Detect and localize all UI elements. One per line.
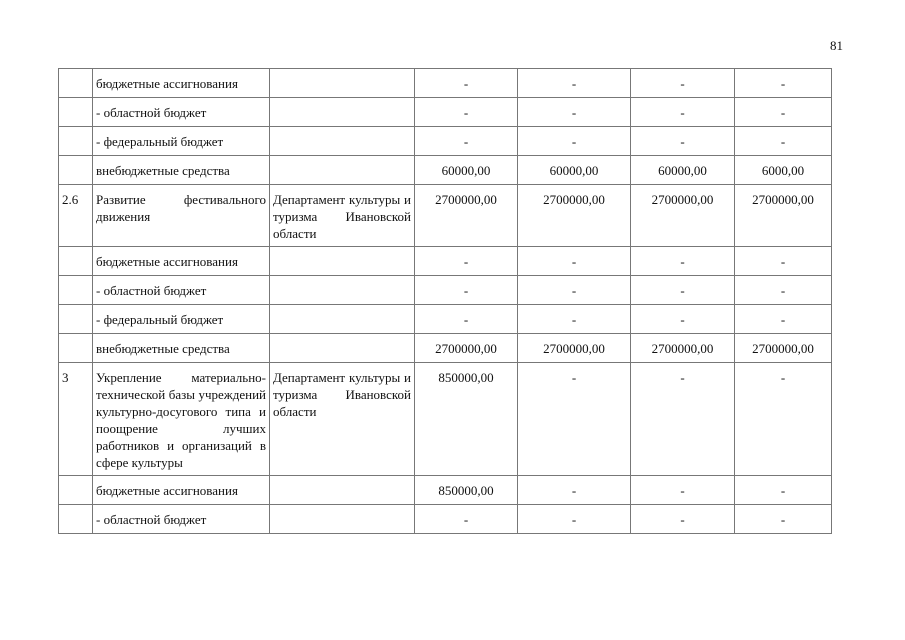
amount-cell-1: 60000,00 [415,156,518,185]
amount-cell-1: - [415,98,518,127]
budget-table [58,68,832,534]
table-row [59,156,832,185]
amount-cell-3: - [631,305,735,334]
table-row [59,476,832,505]
amount-cell-4: - [735,476,832,505]
amount-cell-4: - [735,363,832,476]
amount-cell-3: 2700000,00 [631,334,735,363]
table-row [59,334,832,363]
amount-cell-1: - [415,69,518,98]
amount-cell-1: - [415,305,518,334]
executor-cell: Департамент культуры и туризма Ивановской области [270,185,415,247]
amount-cell-3: - [631,505,735,534]
amount-cell-2: - [518,305,631,334]
amount-cell-3: - [631,363,735,476]
amount-cell-1: 850000,00 [415,476,518,505]
executor-cell [270,156,415,185]
amount-cell-2: - [518,127,631,156]
row-number-cell [59,276,93,305]
item-name-cell: внебюджетные средства [93,156,270,185]
amount-cell-2: - [518,476,631,505]
item-name-cell: Развитие фестивального движения [93,185,270,247]
amount-cell-1: - [415,127,518,156]
amount-cell-1: 850000,00 [415,363,518,476]
amount-cell-4: - [735,305,832,334]
table-row [59,276,832,305]
row-number-cell [59,334,93,363]
table-row [59,505,832,534]
executor-cell: Департамент культуры и туризма Ивановской области [270,363,415,476]
amount-cell-1: - [415,247,518,276]
item-name-cell: бюджетные ассигнования [93,247,270,276]
amount-cell-2: - [518,247,631,276]
amount-cell-2: - [518,98,631,127]
amount-cell-1: - [415,505,518,534]
row-number-cell [59,98,93,127]
amount-cell-4: 2700000,00 [735,185,832,247]
table-row [59,98,832,127]
row-number-cell [59,476,93,505]
item-name-cell: - федеральный бюджет [93,127,270,156]
amount-cell-3: 60000,00 [631,156,735,185]
item-name-cell: внебюджетные средства [93,334,270,363]
executor-cell [270,334,415,363]
amount-cell-2: 2700000,00 [518,334,631,363]
executor-cell [270,127,415,156]
amount-cell-4: - [735,505,832,534]
table-row [59,363,832,476]
row-number-cell [59,247,93,276]
executor-cell [270,247,415,276]
executor-cell [270,69,415,98]
row-number-cell: 3 [59,363,93,476]
amount-cell-4: - [735,276,832,305]
amount-cell-3: - [631,247,735,276]
amount-cell-2: - [518,276,631,305]
amount-cell-3: - [631,69,735,98]
amount-cell-3: 2700000,00 [631,185,735,247]
row-number-cell: 2.6 [59,185,93,247]
amount-cell-4: 2700000,00 [735,334,832,363]
row-number-cell [59,127,93,156]
amount-cell-2: - [518,363,631,476]
table-row [59,247,832,276]
amount-cell-4: - [735,69,832,98]
amount-cell-3: - [631,98,735,127]
amount-cell-1: 2700000,00 [415,334,518,363]
amount-cell-1: - [415,276,518,305]
table-row [59,69,832,98]
amount-cell-4: - [735,127,832,156]
amount-cell-4: - [735,98,832,127]
item-name-cell: - областной бюджет [93,98,270,127]
table-body [59,69,832,534]
table-row [59,305,832,334]
executor-cell [270,276,415,305]
executor-cell [270,476,415,505]
item-name-cell: бюджетные ассигнования [93,476,270,505]
amount-cell-2: - [518,505,631,534]
row-number-cell [59,305,93,334]
item-name-cell: - областной бюджет [93,505,270,534]
executor-cell [270,505,415,534]
item-name-cell: - областной бюджет [93,276,270,305]
amount-cell-2: 60000,00 [518,156,631,185]
amount-cell-1: 2700000,00 [415,185,518,247]
table-row [59,127,832,156]
table-row [59,185,832,247]
amount-cell-3: - [631,476,735,505]
amount-cell-2: - [518,69,631,98]
amount-cell-4: 6000,00 [735,156,832,185]
amount-cell-3: - [631,276,735,305]
executor-cell [270,305,415,334]
amount-cell-3: - [631,127,735,156]
row-number-cell [59,156,93,185]
row-number-cell [59,505,93,534]
row-number-cell [59,69,93,98]
item-name-cell: Укрепление материально-технической базы учреждений культурно-досугового типа и поощрение лучших работников и организаций в сфере культуры [93,363,270,476]
item-name-cell: бюджетные ассигнования [93,69,270,98]
executor-cell [270,98,415,127]
amount-cell-4: - [735,247,832,276]
amount-cell-2: 2700000,00 [518,185,631,247]
page-number: 81 [830,38,843,53]
item-name-cell: - федеральный бюджет [93,305,270,334]
